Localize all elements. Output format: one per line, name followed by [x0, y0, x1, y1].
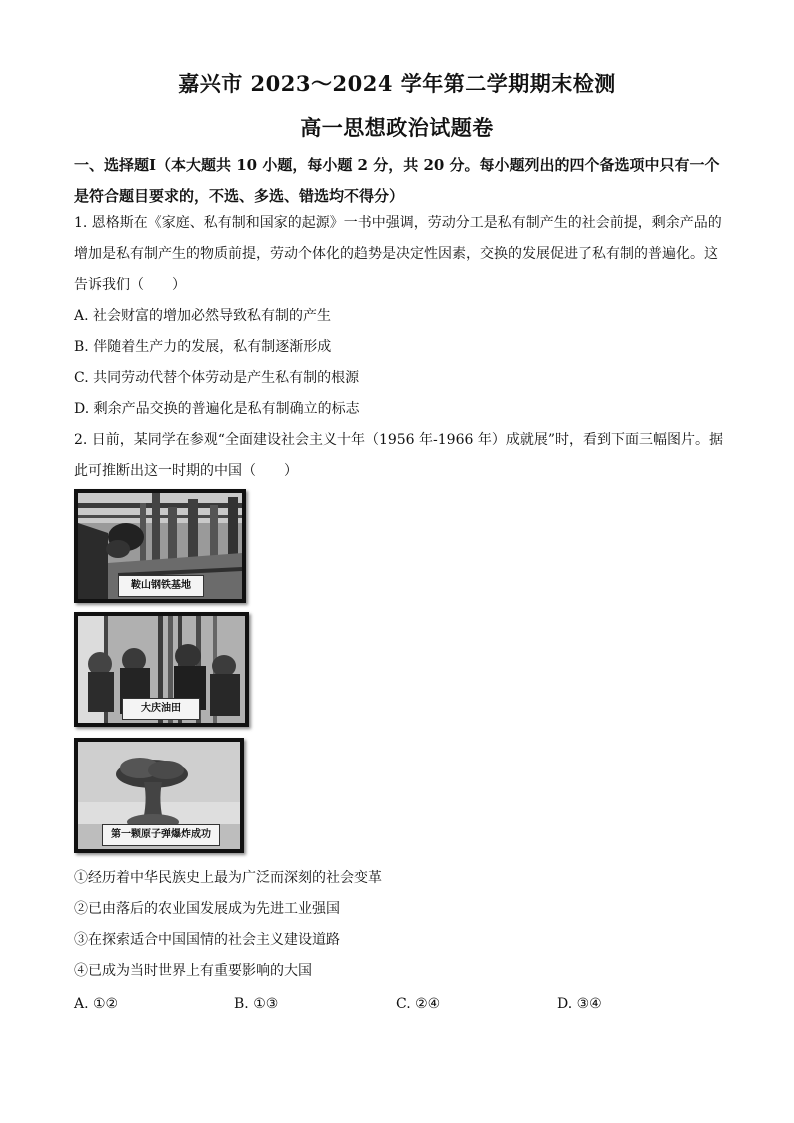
question-2-answer-c: C. ②④: [396, 996, 441, 1012]
exam-subtitle: 高一思想政治试题卷: [300, 115, 494, 140]
question-2-statement-4: ④已成为当时世界上有重要影响的大国: [74, 963, 312, 979]
exam-title: 嘉兴市 2023～2024 学年第二学期期末检测: [178, 71, 616, 96]
photo-daqing-oilfield: [74, 612, 249, 727]
photo-anshan-steel: [74, 489, 246, 603]
photo-caption-anshan: 鞍山钢铁基地: [118, 575, 204, 597]
question-2-statement-1: ①经历着中华民族史上最为广泛而深刻的社会变革: [74, 870, 382, 886]
question-2-answer-d: D. ③④: [557, 996, 602, 1012]
question-2-stem: 2. 日前，某同学在参观“全面建设社会主义十年（1956 年-1966 年）成就展”时，看到下面三幅图片。据此可推断出这一时期的中国（ ）: [74, 432, 724, 479]
photo-caption-daqing: 大庆油田: [122, 698, 200, 720]
question-2-answer-a: A. ①②: [74, 996, 119, 1012]
photo-atomic-bomb: [74, 738, 244, 853]
section-heading: 一、选择题Ⅰ（本大题共 10 小题，每小题 2 分，共 20 分。每小题列出的四个备选项中只有一个是符合题目要求的，不选、多选、错选均不得分）: [74, 156, 720, 205]
question-1-option-c: C. 共同劳动代替个体劳动是产生私有制的根源: [74, 370, 360, 386]
question-1-option-d: D. 剩余产品交换的普遍化是私有制确立的标志: [74, 401, 360, 417]
photo-caption-atomic-bomb: 第一颗原子弹爆炸成功: [102, 824, 220, 846]
question-1-option-a: A. 社会财富的增加必然导致私有制的产生: [74, 308, 332, 324]
question-1-option-b: B. 伴随着生产力的发展，私有制逐渐形成: [74, 339, 332, 355]
question-2-statement-3: ③在探索适合中国国情的社会主义建设道路: [74, 932, 340, 948]
question-1-stem: 1. 恩格斯在《家庭、私有制和国家的起源》一书中强调，劳动分工是私有制产生的社会前提，剩余产品的增加是私有制产生的物质前提，劳动个体化的趋势是决定性因素，交换的发展促进了私有制的普遍化。这告诉我们（ ）: [74, 215, 722, 293]
question-2-answer-b: B. ①③: [234, 996, 279, 1012]
question-2-statement-2: ②已由落后的农业国发展成为先进工业强国: [74, 901, 340, 917]
